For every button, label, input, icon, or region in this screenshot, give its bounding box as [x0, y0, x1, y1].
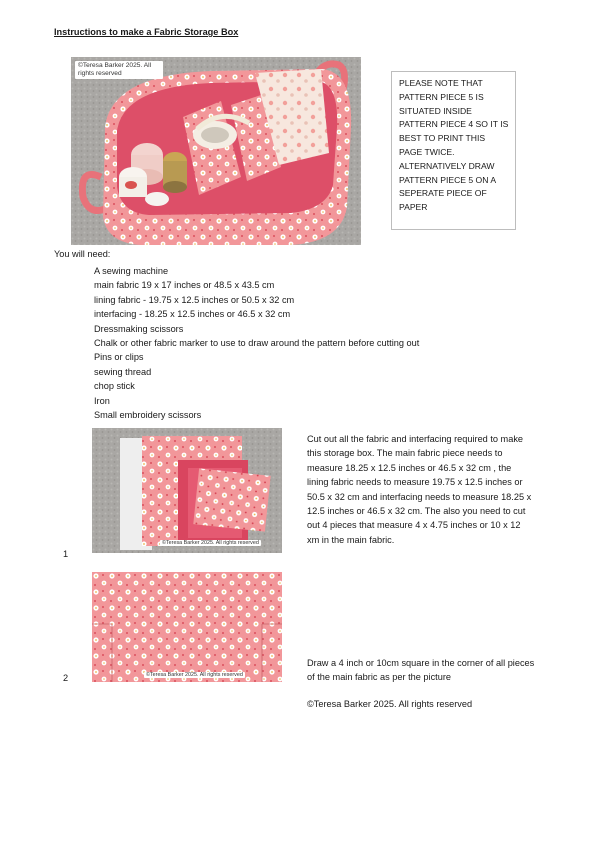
pattern-note-text: PLEASE NOTE THAT PATTERN PIECE 5 IS SITUATED INSIDE PATTERN PIECE 4 SO IT IS BEST TO PRINT THIS PAGE TWICE. ALTERNATIVELY DRAW PATTERN PIECE 5 ON A SEPERATE PIECE OF PAPER	[399, 78, 509, 213]
step-2-watermark: ©Teresa Barker 2025. All rights reserved	[146, 672, 243, 678]
list-item: Chalk or other fabric marker to use to draw around the pattern before cutting out	[94, 338, 420, 349]
step-1-photo	[92, 428, 282, 553]
list-item: Dressmaking scissors	[94, 323, 184, 334]
list-item: main fabric 19 x 17 inches or 48.5 x 43.5 cm	[94, 280, 275, 291]
list-item: Small embroidery scissors	[94, 410, 202, 421]
step-2-text: Draw a 4 inch or 10cm square in the corner of all pieces of the main fabric as per the picture	[307, 658, 535, 683]
photo-watermark: ©Teresa Barker 2025. All rights reserved	[75, 61, 163, 79]
requirements-list	[94, 264, 419, 422]
list-item: interfacing - 18.25 x 12.5 inches or 46.5 x 32 cm	[94, 309, 291, 320]
list-item: chop stick	[94, 381, 135, 392]
fabric-pieces-illustration	[92, 428, 282, 553]
step-1-watermark: ©Teresa Barker 2025. All rights reserved	[162, 540, 259, 546]
you-will-need-heading: You will need:	[54, 249, 111, 259]
step-1-text: Cut out all the fabric and interfacing required to make this storage box. The main fabric piece needs to measure 18.25 x 12.5 inches or 46.5 x 32 cm , the lining fabric needs to measure 19.75 x 12.5 inches or 50.5 x 32 cm and interfacing needs to measure 18.25 x 12.5 inches or 46.5 x 32 cm. The also you need to cut out 4 pieces that measure 4 x 4.75 inches or 10 x 12 xm in the main fabric.	[307, 434, 532, 545]
list-item: lining fabric - 19.75 x 12.5 inches or 50.5 x 32 cm	[94, 294, 295, 305]
fabric-storage-box-photo	[71, 57, 361, 245]
step-2-number: 2	[63, 673, 69, 683]
marked-fabric-illustration	[92, 572, 282, 682]
list-item: Pins or clips	[94, 352, 144, 363]
pattern-note-box	[391, 71, 516, 230]
page-title: Instructions to make a Fabric Storage Box	[54, 27, 239, 37]
copyright-notice: ©Teresa Barker 2025. All rights reserved	[307, 699, 473, 709]
list-item: A sewing machine	[94, 266, 169, 276]
list-item: sewing thread	[94, 366, 152, 377]
step-1-number: 1	[63, 549, 69, 559]
list-item: Iron	[94, 395, 110, 406]
step-2-photo	[92, 572, 282, 682]
storage-box-illustration	[71, 57, 361, 245]
